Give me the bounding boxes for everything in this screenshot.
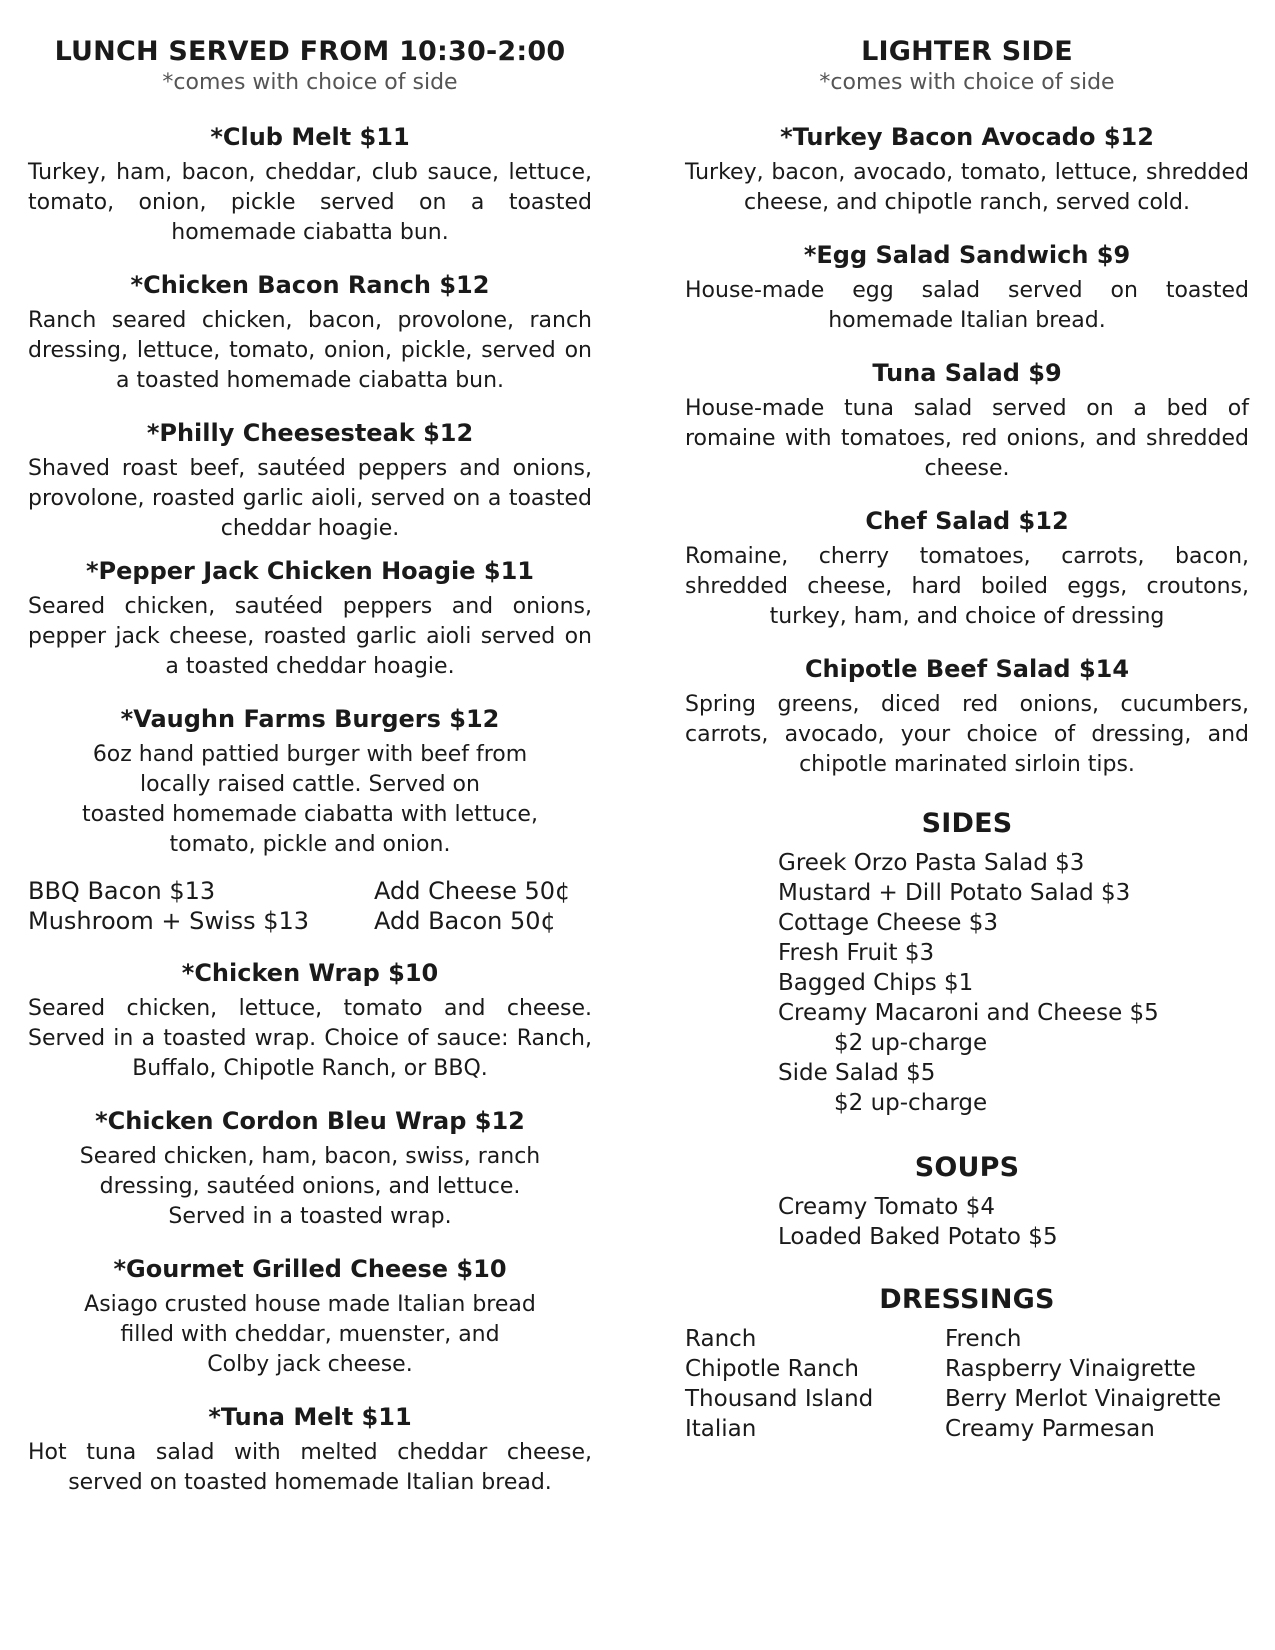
side-item: Greek Orzo Pasta Salad $3 <box>778 850 1085 876</box>
menu-item-chicken-wrap <box>28 958 592 1084</box>
dressing-item: French <box>945 1326 1022 1352</box>
side-item: Side Salad $5 <box>778 1060 936 1086</box>
description-line: Colby jack cheese. <box>207 1352 413 1377</box>
description-line: tomato, pickle and onion. <box>169 832 451 857</box>
description-line: toasted homemade ciabatta with lettuce, <box>82 802 538 827</box>
burger-addons <box>28 876 592 936</box>
item-description: Turkey, ham, bacon, cheddar, club sauce, lettuce, tomato, onion, pickle served on a toasted homemade ciabatta bun. <box>28 160 592 245</box>
dressing-item: Chipotle Ranch <box>685 1356 859 1382</box>
item-description: Shaved roast beef, sautéed peppers and onions, provolone, roasted garlic aioli, served on a toasted cheddar hoagie. <box>28 456 592 541</box>
item-description: Romaine, cherry tomatoes, carrots, bacon, shredded cheese, hard boiled eggs, croutons, turkey, ham, and choice of dressing <box>685 544 1249 629</box>
menu-item-chicken-cordon-bleu-wrap <box>28 1106 592 1232</box>
item-name: *Gourmet Grilled Cheese $10 <box>113 1255 507 1283</box>
menu-item-chipotle-beef-salad <box>685 654 1249 780</box>
lunch-column <box>28 36 592 1498</box>
item-name: *Chicken Cordon Bleu Wrap $12 <box>95 1107 525 1135</box>
addon-add-cheese: Add Cheese 50¢ <box>374 877 571 905</box>
description-line: Seared chicken, ham, bacon, swiss, ranch <box>79 1144 541 1169</box>
menu-item-tuna-melt <box>28 1402 592 1498</box>
addon-mushroom-swiss: Mushroom + Swiss $13 <box>28 907 310 935</box>
side-item: Creamy Macaroni and Cheese $5 <box>778 1000 1159 1026</box>
menu-item-gourmet-grilled-cheese <box>28 1254 592 1380</box>
lighter-side-column <box>685 36 1249 1444</box>
menu-item-pepper-jack-chicken-hoagie <box>28 556 592 682</box>
item-name: *Vaughn Farms Burgers $12 <box>120 705 500 733</box>
soups-title: SOUPS <box>914 1152 1020 1183</box>
item-description: Ranch seared chicken, bacon, provolone, ranch dressing, lettuce, tomato, onion, pickle, served on a toasted homemade ciabatta bun. <box>28 308 592 393</box>
upcharge-note: $2 up-charge <box>834 1090 988 1116</box>
item-description <box>28 1290 592 1380</box>
item-name: *Egg Salad Sandwich $9 <box>803 241 1131 269</box>
dressing-item: Raspberry Vinaigrette <box>945 1356 1196 1382</box>
item-name: Tuna Salad $9 <box>872 359 1062 387</box>
sides-title: SIDES <box>921 808 1013 839</box>
item-name: *Chicken Bacon Ranch $12 <box>130 271 490 299</box>
dressing-item: Ranch <box>685 1326 757 1352</box>
upcharge-note: $2 up-charge <box>834 1030 988 1056</box>
item-description: Seared chicken, sautéed peppers and onions, pepper jack cheese, roasted garlic aioli served on a toasted cheddar hoagie. <box>28 594 592 679</box>
description-line: locally raised cattle. Served on <box>140 772 480 797</box>
menu-item-egg-salad-sandwich <box>685 240 1249 336</box>
item-description <box>28 740 592 860</box>
dressing-item: Creamy Parmesan <box>945 1416 1155 1442</box>
menu-item-club-melt <box>28 122 592 248</box>
dressing-item: Italian <box>685 1416 757 1442</box>
side-item: Fresh Fruit $3 <box>778 940 935 966</box>
lighter-side-subtitle: *comes with choice of side <box>819 70 1115 95</box>
soup-item: Creamy Tomato $4 <box>778 1194 995 1220</box>
sides-list <box>778 848 1249 1118</box>
menu-item-turkey-bacon-avocado <box>685 122 1249 218</box>
menu-item-tuna-salad <box>685 358 1249 484</box>
item-name: Chef Salad $12 <box>865 507 1069 535</box>
dressing-item: Berry Merlot Vinaigrette <box>945 1386 1222 1412</box>
item-name: *Pepper Jack Chicken Hoagie $11 <box>85 557 534 585</box>
description-line: Served in a toasted wrap. <box>168 1204 452 1229</box>
soups-list <box>778 1192 1249 1252</box>
dressing-item: Thousand Island <box>685 1386 874 1412</box>
menu-item-chef-salad <box>685 506 1249 632</box>
item-description: Turkey, bacon, avocado, tomato, lettuce, shredded cheese, and chipotle ranch, served cold. <box>685 160 1249 215</box>
description-line: filled with cheddar, muenster, and <box>120 1322 500 1347</box>
description-line: Asiago crusted house made Italian bread <box>84 1292 536 1317</box>
item-description <box>28 1142 592 1232</box>
item-description: House-made tuna salad served on a bed of romaine with tomatoes, red onions, and shredded cheese. <box>685 396 1249 481</box>
item-name: *Club Melt $11 <box>210 123 410 151</box>
menu-item-philly-cheesesteak <box>28 418 592 544</box>
lighter-side-title: LIGHTER SIDE <box>861 36 1073 67</box>
addon-add-bacon: Add Bacon 50¢ <box>374 907 556 935</box>
item-name: *Tuna Melt $11 <box>208 1403 412 1431</box>
side-item: Mustard + Dill Potato Salad $3 <box>778 880 1131 906</box>
item-name: Chipotle Beef Salad $14 <box>804 655 1130 683</box>
item-name: *Philly Cheesesteak $12 <box>146 419 474 447</box>
lunch-subtitle: *comes with choice of side <box>162 70 458 95</box>
addon-bbq-bacon: BBQ Bacon $13 <box>28 877 216 905</box>
menu-item-chicken-bacon-ranch <box>28 270 592 396</box>
lunch-title: LUNCH SERVED FROM 10:30-2:00 <box>54 36 566 67</box>
item-description: Seared chicken, lettuce, tomato and cheese. Served in a toasted wrap. Choice of sauce: Ranch, Buffalo, Chipotle Ranch, or BBQ. <box>28 996 592 1081</box>
dressings-title: DRESSINGS <box>879 1284 1055 1315</box>
description-line: 6oz hand pattied burger with beef from <box>92 742 528 767</box>
item-name: *Chicken Wrap $10 <box>181 959 439 987</box>
item-description: House-made egg salad served on toasted homemade Italian bread. <box>685 278 1249 333</box>
menu-item-vaughn-farms-burgers <box>28 704 592 936</box>
item-description: Spring greens, diced red onions, cucumbers, carrots, avocado, your choice of dressing, and chipotle marinated sirloin tips. <box>685 692 1249 777</box>
side-item: Cottage Cheese $3 <box>778 910 998 936</box>
description-line: dressing, sautéed onions, and lettuce. <box>99 1174 521 1199</box>
item-description: Hot tuna salad with melted cheddar cheese, served on toasted homemade Italian bread. <box>28 1440 592 1495</box>
dressings-list <box>685 1324 1249 1444</box>
side-item: Bagged Chips $1 <box>778 970 974 996</box>
soup-item: Loaded Baked Potato $5 <box>778 1224 1058 1250</box>
item-name: *Turkey Bacon Avocado $12 <box>780 123 1154 151</box>
